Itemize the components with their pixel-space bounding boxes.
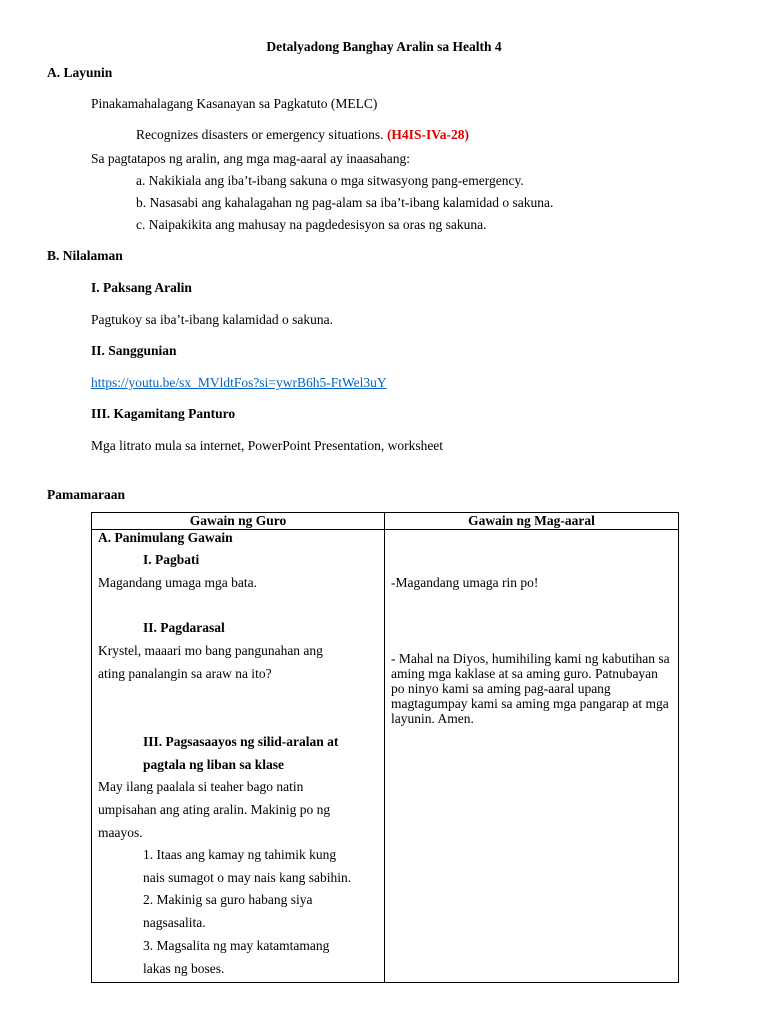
expectation-intro: Sa pagtatapos ng aralin, ang mga mag-aaral ay inaasahang:: [91, 151, 410, 166]
rule-1-line-2: nais sumagot o may nais kang sabihin.: [143, 870, 352, 885]
sanggunian-link[interactable]: https://youtu.be/sx_MVldtFos?si=ywrB6h5-FtWel3uY: [91, 375, 387, 390]
kagamitan-heading: III. Kagamitang Panturo: [91, 406, 236, 421]
pagdarasal-heading: II. Pagdarasal: [143, 620, 225, 635]
objective-b: b. Nasasabi ang kahalagahan ng pag-alam sa iba’t-ibang kalamidad o sakuna.: [136, 195, 554, 210]
melc-code: (H4IS-IVa-28): [386, 127, 469, 142]
pamamaraan-heading: Pamamaraan: [47, 487, 125, 502]
section-a-heading: A. Layunin: [47, 65, 113, 80]
rule-2-line-1: 2. Makinig sa guro habang siya: [143, 892, 313, 907]
rule-3-line-2: lakas ng boses.: [143, 961, 225, 976]
pagsasaayos-heading-line-2: pagtala ng liban sa klase: [143, 757, 285, 772]
page-title: Detalyadong Banghay Aralin sa Health 4: [266, 39, 502, 54]
melc-line: [136, 127, 469, 143]
pagdarasal-line-1: Krystel, maaari mo bang pangunahan ang: [98, 643, 323, 658]
rule-1-line-1: 1. Itaas ang kamay ng tahimik kung: [143, 847, 337, 862]
rule-3-line-1: 3. Magsalita ng may katamtamang: [143, 938, 330, 953]
sanggunian-heading: II. Sanggunian: [91, 343, 177, 358]
melc-label: Pinakamahalagang Kasanayan sa Pagkatuto (MELC): [91, 96, 378, 111]
column-header-magaaral: Gawain ng Mag-aaral: [385, 513, 679, 530]
paalala-line-2: umpisahan ang ating aralin. Makinig po ng: [98, 802, 331, 817]
column-header-guro: Gawain ng Guro: [92, 513, 385, 530]
table-row: [92, 530, 679, 983]
pagbati-text: Magandang umaga mga bata.: [98, 575, 257, 590]
guro-cell: [92, 530, 385, 983]
rule-2-line-2: nagsasalita.: [143, 915, 206, 930]
melc-text: Recognizes disasters or emergency situations.: [136, 127, 384, 142]
pagdarasal-line-2: ating panalangin sa araw na ito?: [98, 666, 272, 681]
kagamitan-text: Mga litrato mula sa internet, PowerPoint Presentation, worksheet: [91, 438, 444, 453]
section-b-heading: B. Nilalaman: [47, 248, 123, 263]
paksa-text: Pagtukoy sa iba’t-ibang kalamidad o sakuna.: [91, 312, 333, 327]
paalala-line-1: May ilang paalala si teaher bago natin: [98, 779, 304, 794]
magaaral-cell: [385, 530, 679, 983]
procedure-table: [91, 512, 679, 983]
objective-a: a. Nakikiala ang iba’t-ibang sakuna o mga sitwasyong pang-emergency.: [136, 173, 524, 188]
objective-c: c. Naipakikita ang mahusay na pagdedesisyon sa oras ng sakuna.: [136, 217, 487, 232]
pagbati-heading: I. Pagbati: [143, 552, 200, 567]
paalala-line-3: maayos.: [98, 825, 143, 840]
student-prayer: - Mahal na Diyos, humihiling kami ng kabutihan sa aming mga kaklase at sa aming guro. Patnubayan po ninyo kami sa aming pag-aaral upang magtagumpay kami sa aming mga pangarap at mga layunin. Amen.: [391, 651, 670, 726]
panimulang-gawain-heading: A. Panimulang Gawain: [98, 530, 233, 545]
pagsasaayos-heading-line-1: III. Pagsasaayos ng silid-aralan at: [143, 734, 339, 749]
table-header-row: [92, 513, 679, 530]
paksa-heading: I. Paksang Aralin: [91, 280, 192, 295]
student-greeting: -Magandang umaga rin po!: [391, 575, 539, 590]
